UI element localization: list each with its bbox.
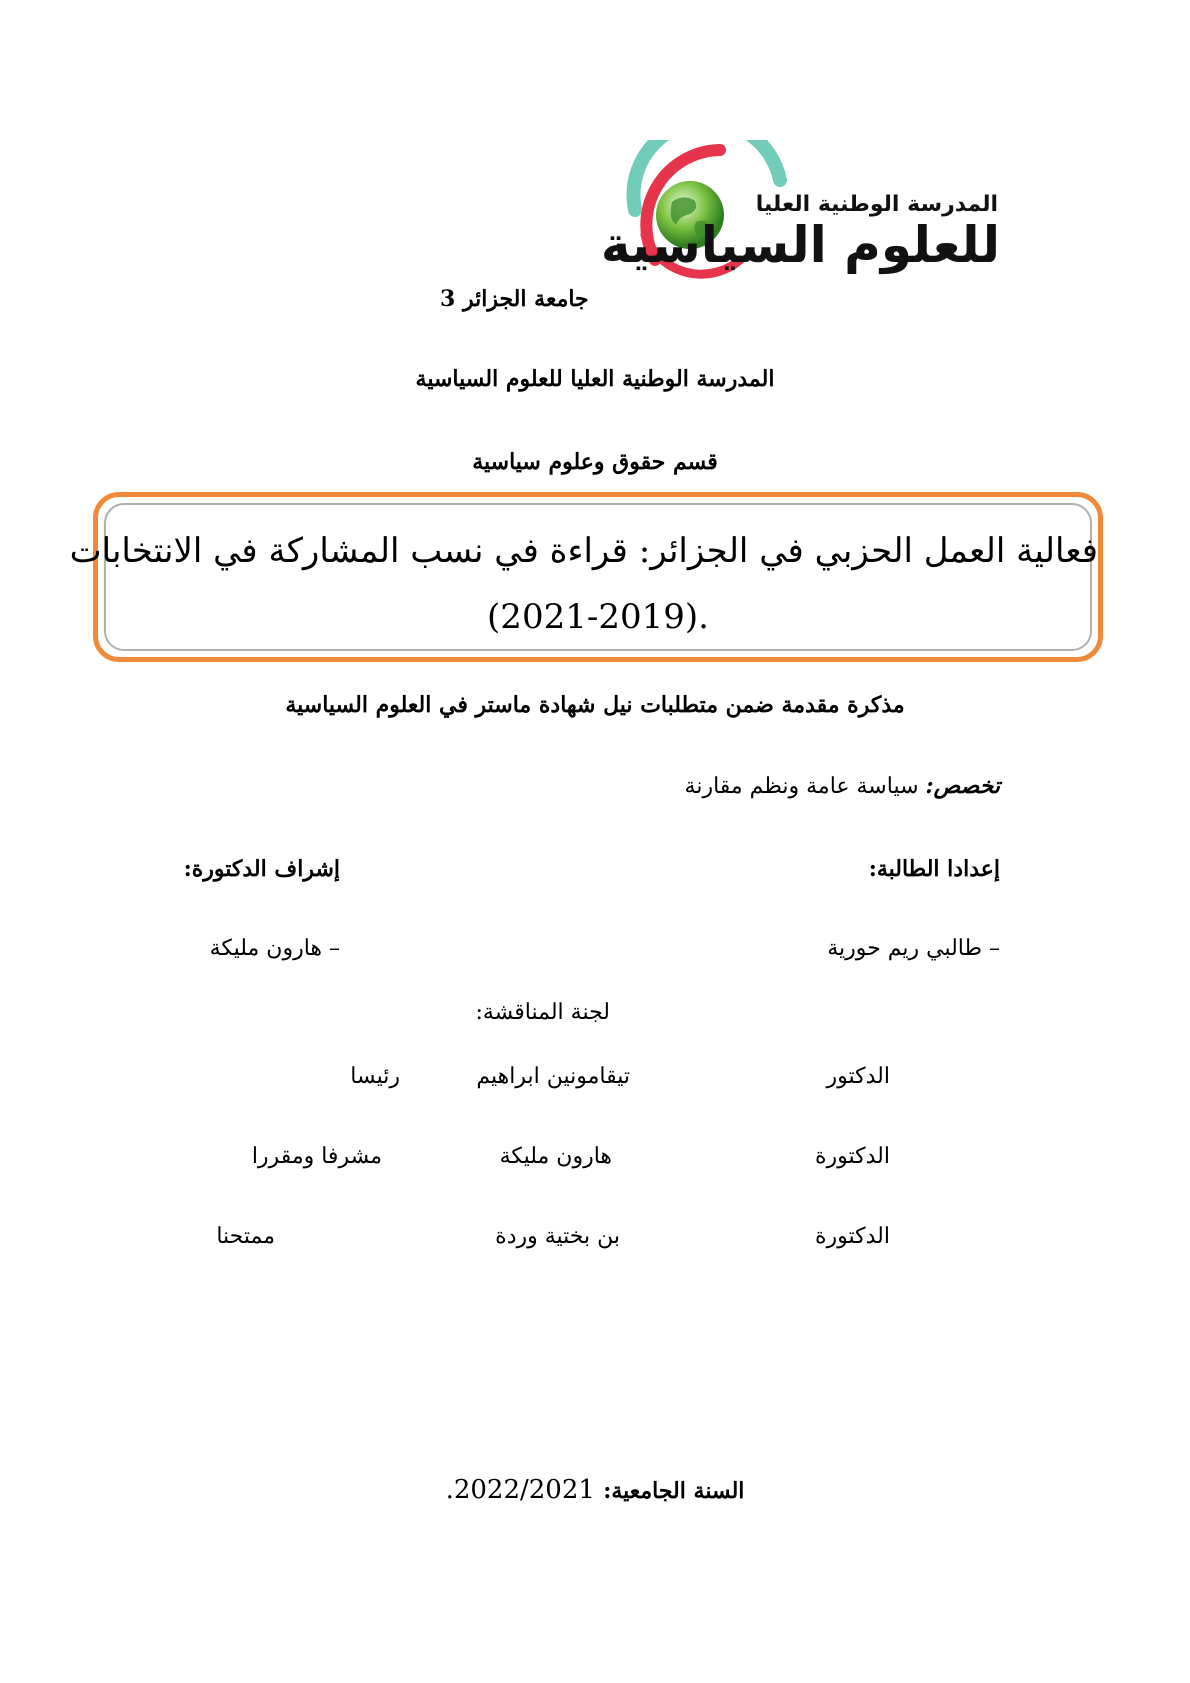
committee-member-2-name: هارون مليكة (499, 1144, 612, 1169)
department-name: قسم حقوق وعلوم سياسية (472, 449, 718, 475)
committee-member-1-role: رئيسا (350, 1064, 400, 1089)
thesis-title-line1: فعالية العمل الحزبي في الجزائر: قراءة في نسب المشاركة في الانتخابات (69, 531, 1098, 571)
committee-member-2-title: الدكتورة (815, 1144, 890, 1169)
student-name: – طالبي ريم حورية (827, 936, 1000, 961)
committee-member-3-title: الدكتورة (815, 1224, 890, 1249)
committee-label: لجنة المناقشة: (475, 1000, 610, 1025)
specialty-value: سياسة عامة ونظم مقارنة (684, 774, 926, 799)
committee-member-2-role: مشرفا ومقررا (251, 1144, 382, 1169)
thesis-title-line2: (2021-2019). (487, 597, 709, 637)
committee-member-3-role: ممتحنا (216, 1224, 275, 1249)
specialty-label: تخصص: (925, 773, 1000, 799)
academic-year-line (0, 1475, 1190, 1505)
logo-text-line1: المدرسة الوطنية العليا (755, 192, 998, 217)
thesis-subtitle: مذكرة مقدمة ضمن متطلبات نيل شهادة ماستر في العلوم السياسية (285, 692, 905, 718)
specialty-line (685, 773, 1000, 799)
logo-text-line2: للعلوم السياسية (600, 216, 1000, 274)
student-label: إعدادا الطالبة: (868, 856, 1000, 882)
thesis-title-box (69, 492, 1103, 662)
committee-member-1-title: الدكتور (826, 1064, 890, 1089)
supervisor-name: – هارون مليكة (209, 936, 340, 961)
academic-year-label: السنة الجامعية: (603, 1478, 745, 1504)
school-logo (600, 140, 1020, 300)
university-name: جامعة الجزائر 3 (440, 286, 589, 312)
supervisor-label: إشراف الدكتورة: (183, 856, 340, 882)
committee-member-3-name: بن بختية وردة (495, 1224, 620, 1249)
committee-member-1-name: تيقامونين ابراهيم (476, 1064, 630, 1089)
academic-year-value: 2022/2021. (445, 1475, 604, 1505)
school-name: المدرسة الوطنية العليا للعلوم السياسية (415, 366, 775, 392)
